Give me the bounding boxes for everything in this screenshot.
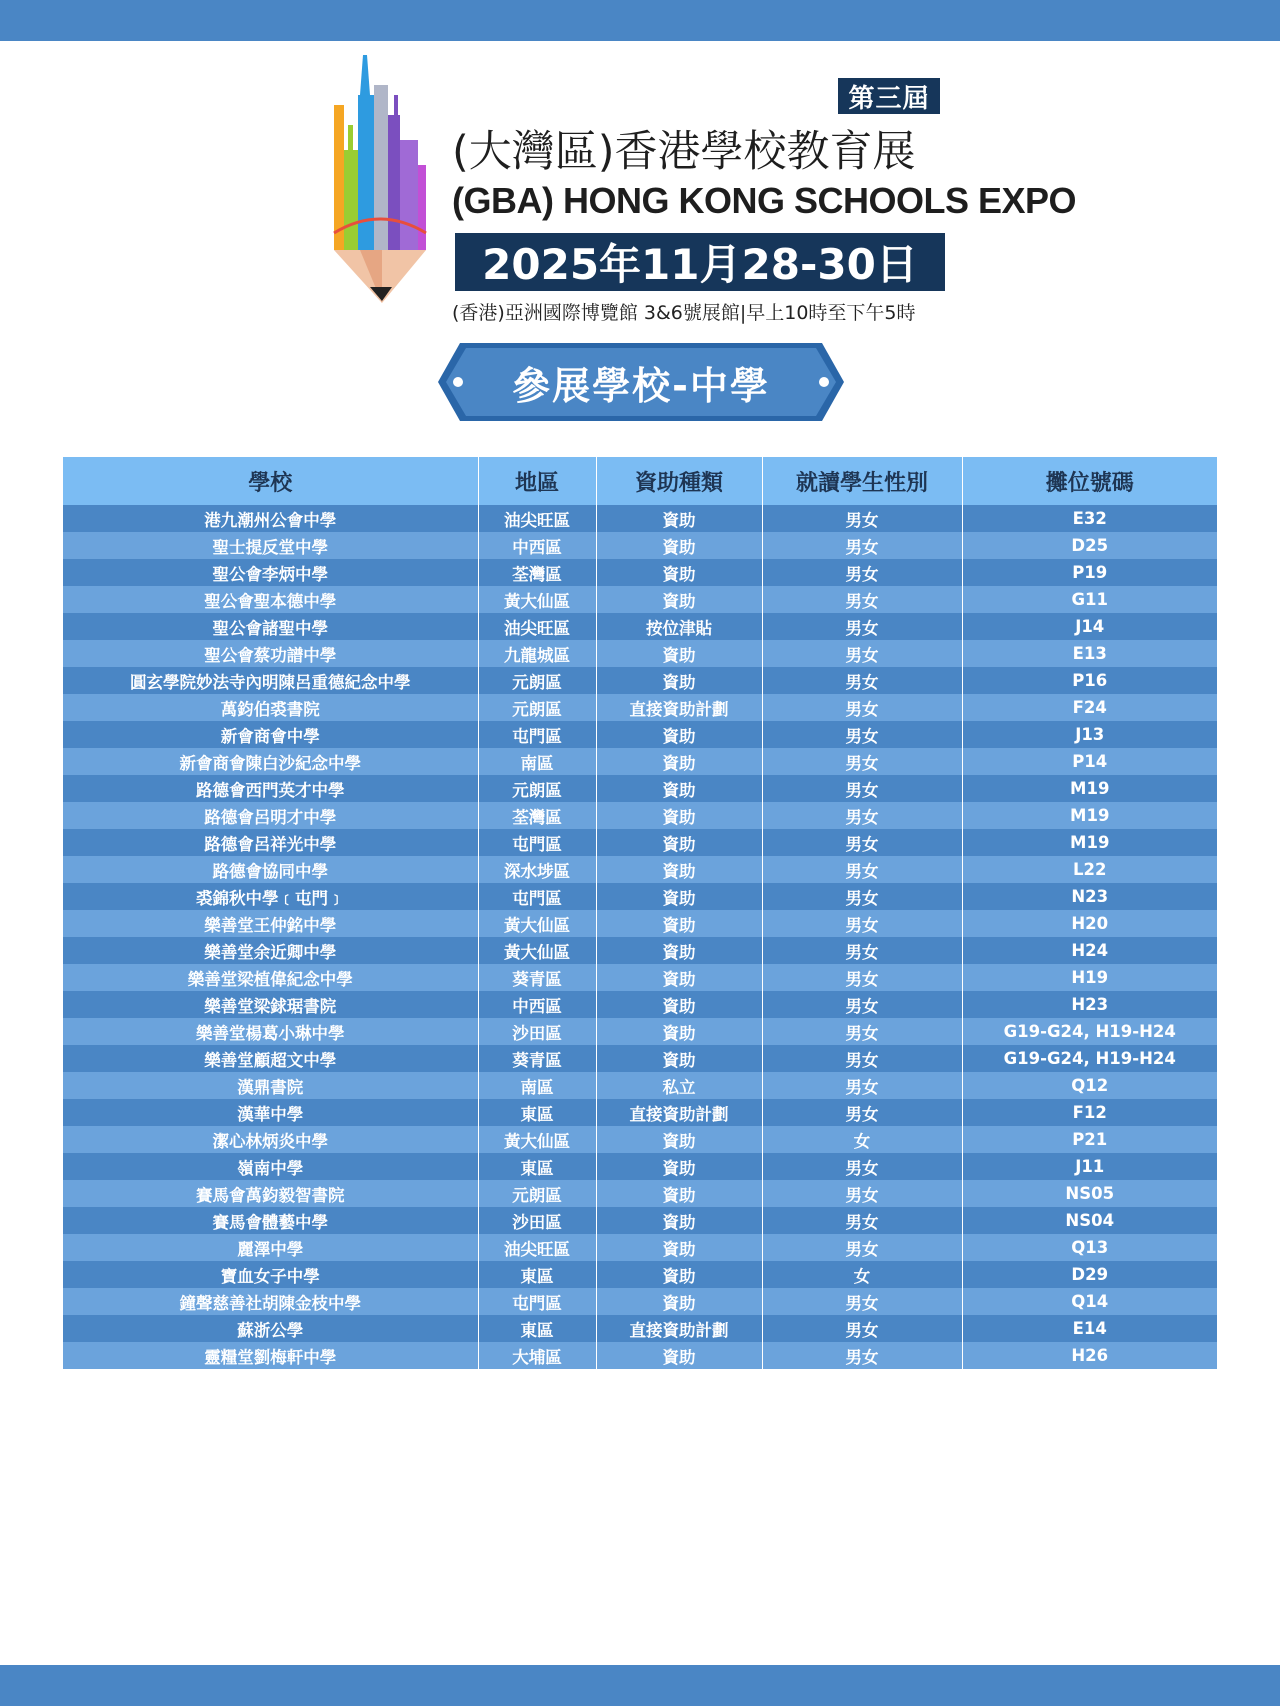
- school-name-cell: 靈糧堂劉梅軒中學: [63, 1342, 478, 1369]
- district-cell: 油尖旺區: [478, 1234, 596, 1261]
- table-row: [63, 640, 1217, 667]
- gender-cell: 男女: [762, 883, 962, 910]
- gender-cell: 女: [762, 1126, 962, 1153]
- table-row: [63, 1261, 1217, 1288]
- funding-type-cell: 資助: [596, 883, 762, 910]
- school-name-cell: 樂善堂余近卿中學: [63, 937, 478, 964]
- gender-cell: 男女: [762, 505, 962, 532]
- gender-cell: 男女: [762, 1180, 962, 1207]
- table-row: [63, 910, 1217, 937]
- gender-cell: 男女: [762, 829, 962, 856]
- funding-type-cell: 資助: [596, 1180, 762, 1207]
- district-cell: 黃大仙區: [478, 910, 596, 937]
- funding-type-cell: 資助: [596, 640, 762, 667]
- district-cell: 黃大仙區: [478, 586, 596, 613]
- booth-number-cell: H20: [962, 910, 1217, 937]
- school-name-cell: 樂善堂梁銶琚書院: [63, 991, 478, 1018]
- funding-type-cell: 資助: [596, 1153, 762, 1180]
- gender-cell: 男女: [762, 694, 962, 721]
- school-name-cell: 寶血女子中學: [63, 1261, 478, 1288]
- gender-cell: 男女: [762, 748, 962, 775]
- booth-number-cell: G11: [962, 586, 1217, 613]
- funding-type-cell: 資助: [596, 748, 762, 775]
- district-cell: 南區: [478, 1072, 596, 1099]
- school-name-cell: 樂善堂王仲銘中學: [63, 910, 478, 937]
- district-cell: 九龍城區: [478, 640, 596, 667]
- gender-cell: 男女: [762, 910, 962, 937]
- school-name-cell: 聖公會蔡功譜中學: [63, 640, 478, 667]
- booth-number-cell: Q12: [962, 1072, 1217, 1099]
- district-cell: 元朗區: [478, 694, 596, 721]
- table-row: [63, 883, 1217, 910]
- booth-number-cell: P14: [962, 748, 1217, 775]
- district-cell: 元朗區: [478, 1180, 596, 1207]
- booth-number-cell: G19-G24, H19-H24: [962, 1018, 1217, 1045]
- column-header-funding: 資助種類: [596, 457, 762, 505]
- school-name-cell: 漢華中學: [63, 1099, 478, 1126]
- school-name-cell: 路德會呂明才中學: [63, 802, 478, 829]
- gender-cell: 男女: [762, 640, 962, 667]
- funding-type-cell: 資助: [596, 1288, 762, 1315]
- funding-type-cell: 資助: [596, 991, 762, 1018]
- gender-cell: 男女: [762, 1315, 962, 1342]
- gender-cell: 男女: [762, 937, 962, 964]
- gender-cell: 男女: [762, 1234, 962, 1261]
- funding-type-cell: 資助: [596, 721, 762, 748]
- gender-cell: 男女: [762, 856, 962, 883]
- table-row: [63, 586, 1217, 613]
- school-name-cell: 萬鈞伯裘書院: [63, 694, 478, 721]
- gender-cell: 女: [762, 1261, 962, 1288]
- booth-number-cell: F12: [962, 1099, 1217, 1126]
- school-name-cell: 嶺南中學: [63, 1153, 478, 1180]
- district-cell: 葵青區: [478, 964, 596, 991]
- district-cell: 元朗區: [478, 667, 596, 694]
- table-row: [63, 667, 1217, 694]
- column-header-booth: 攤位號碼: [962, 457, 1217, 505]
- school-name-cell: 賽馬會體藝中學: [63, 1207, 478, 1234]
- table-row: [63, 1315, 1217, 1342]
- table-row: [63, 505, 1217, 532]
- school-name-cell: 聖士提反堂中學: [63, 532, 478, 559]
- funding-type-cell: 資助: [596, 1207, 762, 1234]
- school-name-cell: 聖公會諸聖中學: [63, 613, 478, 640]
- funding-type-cell: 資助: [596, 856, 762, 883]
- district-cell: 南區: [478, 748, 596, 775]
- table-row: [63, 775, 1217, 802]
- table-row: [63, 991, 1217, 1018]
- district-cell: 東區: [478, 1261, 596, 1288]
- table-row: [63, 1018, 1217, 1045]
- district-cell: 屯門區: [478, 883, 596, 910]
- expo-date: 2025年11月28-30日: [455, 233, 945, 291]
- booth-number-cell: NS04: [962, 1207, 1217, 1234]
- district-cell: 葵青區: [478, 1045, 596, 1072]
- pencil-skyline-logo: [330, 55, 430, 325]
- funding-type-cell: 直接資助計劃: [596, 694, 762, 721]
- district-cell: 黃大仙區: [478, 1126, 596, 1153]
- school-name-cell: 裘錦秋中學﹝屯門﹞: [63, 883, 478, 910]
- table-row: [63, 964, 1217, 991]
- funding-type-cell: 資助: [596, 829, 762, 856]
- funding-type-cell: 按位津貼: [596, 613, 762, 640]
- gender-cell: 男女: [762, 613, 962, 640]
- district-cell: 屯門區: [478, 1288, 596, 1315]
- table-row: [63, 613, 1217, 640]
- gender-cell: 男女: [762, 1342, 962, 1369]
- funding-type-cell: 資助: [596, 775, 762, 802]
- district-cell: 大埔區: [478, 1342, 596, 1369]
- booth-number-cell: NS05: [962, 1180, 1217, 1207]
- booth-number-cell: P19: [962, 559, 1217, 586]
- booth-number-cell: P16: [962, 667, 1217, 694]
- school-name-cell: 港九潮州公會中學: [63, 505, 478, 532]
- booth-number-cell: G19-G24, H19-H24: [962, 1045, 1217, 1072]
- school-name-cell: 樂善堂顧超文中學: [63, 1045, 478, 1072]
- funding-type-cell: 直接資助計劃: [596, 1315, 762, 1342]
- column-header-gender: 就讀學生性別: [762, 457, 962, 505]
- booth-number-cell: P21: [962, 1126, 1217, 1153]
- funding-type-cell: 資助: [596, 910, 762, 937]
- table-row: [63, 937, 1217, 964]
- gender-cell: 男女: [762, 667, 962, 694]
- table-row: [63, 1234, 1217, 1261]
- district-cell: 荃灣區: [478, 559, 596, 586]
- gender-cell: 男女: [762, 532, 962, 559]
- table-row: [63, 1153, 1217, 1180]
- district-cell: 深水埗區: [478, 856, 596, 883]
- table-row: [63, 802, 1217, 829]
- gender-cell: 男女: [762, 721, 962, 748]
- gender-cell: 男女: [762, 1099, 962, 1126]
- expo-title-english: (GBA) HONG KONG SCHOOLS EXPO: [452, 180, 1077, 221]
- table-row: [63, 532, 1217, 559]
- booth-number-cell: M19: [962, 775, 1217, 802]
- booth-number-cell: J13: [962, 721, 1217, 748]
- district-cell: 油尖旺區: [478, 613, 596, 640]
- school-name-cell: 漢鼎書院: [63, 1072, 478, 1099]
- booth-number-cell: L22: [962, 856, 1217, 883]
- district-cell: 沙田區: [478, 1018, 596, 1045]
- gender-cell: 男女: [762, 559, 962, 586]
- expo-venue: (香港)亞洲國際博覽館 3&6號展館|早上10時至下午5時: [452, 302, 916, 324]
- school-name-cell: 圓玄學院妙法寺內明陳呂重德紀念中學: [63, 667, 478, 694]
- gender-cell: 男女: [762, 586, 962, 613]
- table-row: [63, 1288, 1217, 1315]
- gender-cell: 男女: [762, 964, 962, 991]
- table-row: [63, 1072, 1217, 1099]
- booth-number-cell: E14: [962, 1315, 1217, 1342]
- funding-type-cell: 資助: [596, 1018, 762, 1045]
- funding-type-cell: 直接資助計劃: [596, 1099, 762, 1126]
- booth-number-cell: H26: [962, 1342, 1217, 1369]
- school-name-cell: 賽馬會萬鈞毅智書院: [63, 1180, 478, 1207]
- gender-cell: 男女: [762, 1207, 962, 1234]
- school-name-cell: 新會商會中學: [63, 721, 478, 748]
- booth-number-cell: Q14: [962, 1288, 1217, 1315]
- school-name-cell: 樂善堂梁植偉紀念中學: [63, 964, 478, 991]
- district-cell: 元朗區: [478, 775, 596, 802]
- table-row: [63, 559, 1217, 586]
- booth-number-cell: Q13: [962, 1234, 1217, 1261]
- booth-number-cell: H19: [962, 964, 1217, 991]
- funding-type-cell: 資助: [596, 532, 762, 559]
- district-cell: 屯門區: [478, 829, 596, 856]
- schools-table: [63, 457, 1217, 1369]
- district-cell: 東區: [478, 1099, 596, 1126]
- table-row: [63, 694, 1217, 721]
- funding-type-cell: 資助: [596, 586, 762, 613]
- booth-number-cell: D29: [962, 1261, 1217, 1288]
- booth-number-cell: D25: [962, 532, 1217, 559]
- district-cell: 東區: [478, 1153, 596, 1180]
- booth-number-cell: M19: [962, 829, 1217, 856]
- booth-number-cell: J14: [962, 613, 1217, 640]
- table-row: [63, 829, 1217, 856]
- gender-cell: 男女: [762, 1045, 962, 1072]
- gender-cell: 男女: [762, 1153, 962, 1180]
- booth-number-cell: E32: [962, 505, 1217, 532]
- table-row: [63, 1045, 1217, 1072]
- booth-number-cell: H24: [962, 937, 1217, 964]
- school-name-cell: 路德會西門英才中學: [63, 775, 478, 802]
- funding-type-cell: 資助: [596, 1342, 762, 1369]
- funding-type-cell: 資助: [596, 505, 762, 532]
- school-name-cell: 新會商會陳白沙紀念中學: [63, 748, 478, 775]
- gender-cell: 男女: [762, 1018, 962, 1045]
- funding-type-cell: 資助: [596, 964, 762, 991]
- booth-number-cell: E13: [962, 640, 1217, 667]
- bottom-band: [0, 1665, 1280, 1706]
- gender-cell: 男女: [762, 1288, 962, 1315]
- column-header-school: 學校: [63, 457, 478, 505]
- school-name-cell: 鐘聲慈善社胡陳金枝中學: [63, 1288, 478, 1315]
- table-row: [63, 721, 1217, 748]
- table-row: [63, 1099, 1217, 1126]
- district-cell: 中西區: [478, 532, 596, 559]
- school-name-cell: 路德會協同中學: [63, 856, 478, 883]
- gender-cell: 男女: [762, 775, 962, 802]
- top-band: [0, 0, 1280, 41]
- table-row: [63, 1207, 1217, 1234]
- district-cell: 東區: [478, 1315, 596, 1342]
- gender-cell: 男女: [762, 991, 962, 1018]
- school-name-cell: 蘇浙公學: [63, 1315, 478, 1342]
- funding-type-cell: 資助: [596, 1234, 762, 1261]
- district-cell: 黃大仙區: [478, 937, 596, 964]
- table-row: [63, 1126, 1217, 1153]
- table-row: [63, 1180, 1217, 1207]
- district-cell: 荃灣區: [478, 802, 596, 829]
- table-header-row: [63, 457, 1217, 505]
- funding-type-cell: 私立: [596, 1072, 762, 1099]
- funding-type-cell: 資助: [596, 667, 762, 694]
- district-cell: 油尖旺區: [478, 505, 596, 532]
- edition-badge: 第三屆: [838, 78, 940, 114]
- expo-title-chinese: (大灣區)香港學校教育展: [452, 127, 916, 177]
- school-name-cell: 潔心林炳炎中學: [63, 1126, 478, 1153]
- district-cell: 中西區: [478, 991, 596, 1018]
- booth-number-cell: H23: [962, 991, 1217, 1018]
- booth-number-cell: J11: [962, 1153, 1217, 1180]
- table-row: [63, 1342, 1217, 1369]
- column-header-district: 地區: [478, 457, 596, 505]
- booth-number-cell: M19: [962, 802, 1217, 829]
- district-cell: 沙田區: [478, 1207, 596, 1234]
- section-title: 參展學校-中學: [512, 363, 770, 408]
- booth-number-cell: N23: [962, 883, 1217, 910]
- funding-type-cell: 資助: [596, 1045, 762, 1072]
- table-row: [63, 748, 1217, 775]
- school-name-cell: 路德會呂祥光中學: [63, 829, 478, 856]
- table-row: [63, 856, 1217, 883]
- gender-cell: 男女: [762, 1072, 962, 1099]
- funding-type-cell: 資助: [596, 1126, 762, 1153]
- booth-number-cell: F24: [962, 694, 1217, 721]
- gender-cell: 男女: [762, 802, 962, 829]
- funding-type-cell: 資助: [596, 937, 762, 964]
- district-cell: 屯門區: [478, 721, 596, 748]
- funding-type-cell: 資助: [596, 802, 762, 829]
- funding-type-cell: 資助: [596, 559, 762, 586]
- school-name-cell: 聖公會聖本德中學: [63, 586, 478, 613]
- funding-type-cell: 資助: [596, 1261, 762, 1288]
- school-name-cell: 麗澤中學: [63, 1234, 478, 1261]
- school-name-cell: 聖公會李炳中學: [63, 559, 478, 586]
- school-name-cell: 樂善堂楊葛小琳中學: [63, 1018, 478, 1045]
